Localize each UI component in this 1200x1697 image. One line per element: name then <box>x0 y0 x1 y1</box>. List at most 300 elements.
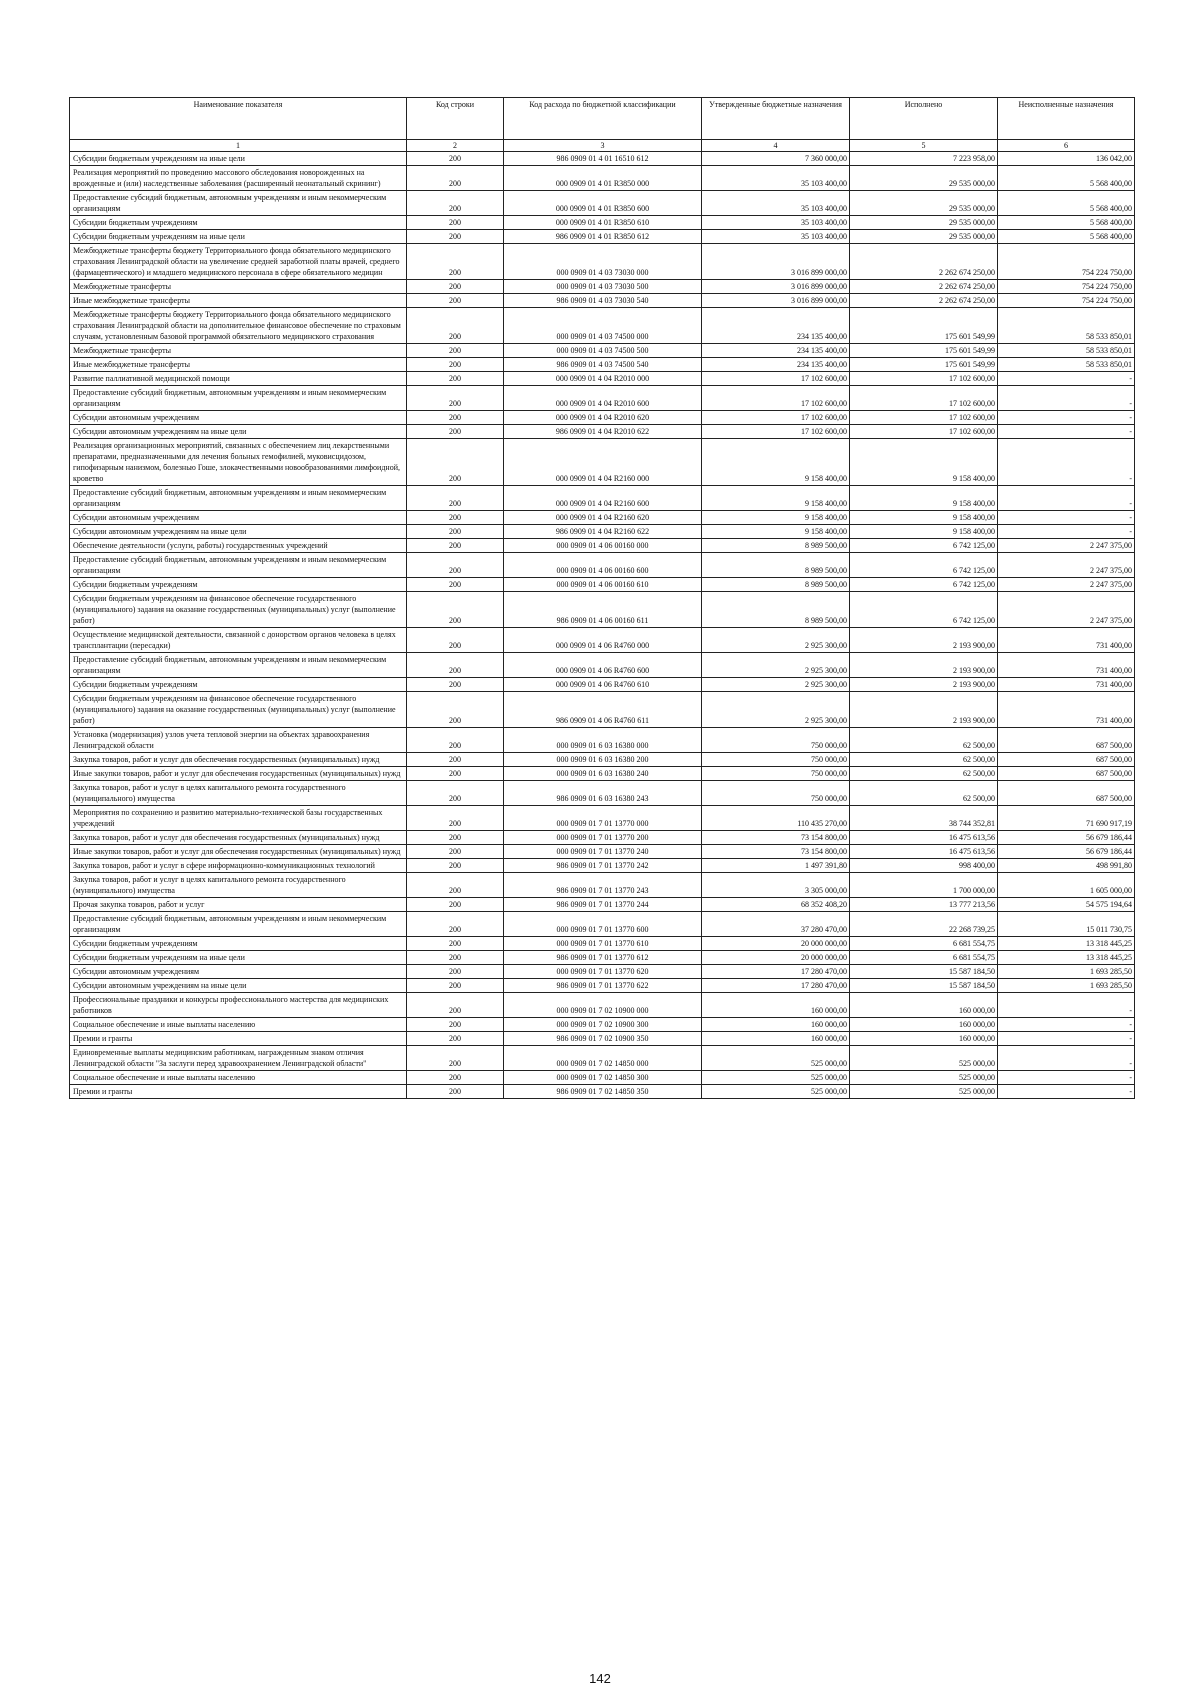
indicator-name-cell: Премии и гранты <box>70 1085 407 1099</box>
expense-code-cell: 000 0909 01 4 06 00160 000 <box>504 539 702 553</box>
approved-amount-cell: 160 000,00 <box>702 1018 850 1032</box>
unexecuted-amount-cell: - <box>998 1032 1135 1046</box>
table-row <box>70 578 1135 592</box>
line-code-cell: 200 <box>407 753 504 767</box>
approved-amount-cell: 525 000,00 <box>702 1071 850 1085</box>
table-body <box>70 152 1135 1099</box>
executed-amount-cell: 29 535 000,00 <box>850 230 998 244</box>
unexecuted-amount-cell: 54 575 194,64 <box>998 898 1135 912</box>
unexecuted-amount-cell: 731 400,00 <box>998 653 1135 678</box>
expense-code-cell: 000 0909 01 4 03 74500 000 <box>504 308 702 344</box>
line-code-cell: 200 <box>407 372 504 386</box>
page-number: 142 <box>589 1671 611 1686</box>
approved-amount-cell: 750 000,00 <box>702 767 850 781</box>
unexecuted-amount-cell: - <box>998 425 1135 439</box>
line-code-cell: 200 <box>407 244 504 280</box>
expense-code-cell: 986 0909 01 7 02 10900 350 <box>504 1032 702 1046</box>
line-code-cell: 200 <box>407 386 504 411</box>
header-executed: Исполнено <box>850 98 998 140</box>
approved-amount-cell: 750 000,00 <box>702 728 850 753</box>
line-code-cell: 200 <box>407 425 504 439</box>
table-row <box>70 806 1135 831</box>
unexecuted-amount-cell: - <box>998 439 1135 486</box>
table-row <box>70 1046 1135 1071</box>
unexecuted-amount-cell: 1 693 285,50 <box>998 979 1135 993</box>
line-code-cell: 200 <box>407 439 504 486</box>
table-row <box>70 898 1135 912</box>
column-number: 6 <box>998 140 1135 152</box>
approved-amount-cell: 2 925 300,00 <box>702 692 850 728</box>
unexecuted-amount-cell: - <box>998 511 1135 525</box>
approved-amount-cell: 750 000,00 <box>702 781 850 806</box>
executed-amount-cell: 9 158 400,00 <box>850 525 998 539</box>
approved-amount-cell: 17 280 470,00 <box>702 965 850 979</box>
indicator-name-cell: Предоставление субсидий бюджетным, автономным учреждениям и иным некоммерческим организациям <box>70 386 407 411</box>
table-row <box>70 979 1135 993</box>
line-code-cell: 200 <box>407 937 504 951</box>
table-row <box>70 244 1135 280</box>
line-code-cell: 200 <box>407 781 504 806</box>
executed-amount-cell: 1 700 000,00 <box>850 873 998 898</box>
approved-amount-cell: 8 989 500,00 <box>702 553 850 578</box>
indicator-name-cell: Предоставление субсидий бюджетным, автономным учреждениям и иным некоммерческим организациям <box>70 653 407 678</box>
column-number: 2 <box>407 140 504 152</box>
table-row <box>70 753 1135 767</box>
line-code-cell: 200 <box>407 979 504 993</box>
column-number: 5 <box>850 140 998 152</box>
unexecuted-amount-cell: 5 568 400,00 <box>998 230 1135 244</box>
expense-code-cell: 000 0909 01 7 02 14850 000 <box>504 1046 702 1071</box>
unexecuted-amount-cell: - <box>998 386 1135 411</box>
unexecuted-amount-cell: - <box>998 525 1135 539</box>
approved-amount-cell: 73 154 800,00 <box>702 845 850 859</box>
table-row <box>70 372 1135 386</box>
table-row <box>70 386 1135 411</box>
approved-amount-cell: 9 158 400,00 <box>702 525 850 539</box>
executed-amount-cell: 2 193 900,00 <box>850 653 998 678</box>
executed-amount-cell: 62 500,00 <box>850 767 998 781</box>
line-code-cell: 200 <box>407 592 504 628</box>
approved-amount-cell: 2 925 300,00 <box>702 628 850 653</box>
approved-amount-cell: 7 360 000,00 <box>702 152 850 166</box>
expense-code-cell: 986 0909 01 7 02 14850 350 <box>504 1085 702 1099</box>
line-code-cell: 200 <box>407 859 504 873</box>
line-code-cell: 200 <box>407 578 504 592</box>
line-code-cell: 200 <box>407 831 504 845</box>
expense-code-cell: 986 0909 01 4 04 R2010 622 <box>504 425 702 439</box>
unexecuted-amount-cell: 56 679 186,44 <box>998 845 1135 859</box>
executed-amount-cell: 17 102 600,00 <box>850 411 998 425</box>
indicator-name-cell: Мероприятия по сохранению и развитию материально-технической базы государственных учреждений <box>70 806 407 831</box>
expense-code-cell: 000 0909 01 4 06 R4760 000 <box>504 628 702 653</box>
line-code-cell: 200 <box>407 152 504 166</box>
expense-code-cell: 000 0909 01 4 04 R2160 620 <box>504 511 702 525</box>
table-row <box>70 912 1135 937</box>
expense-code-cell: 000 0909 01 7 01 13770 600 <box>504 912 702 937</box>
line-code-cell: 200 <box>407 1032 504 1046</box>
executed-amount-cell: 2 262 674 250,00 <box>850 244 998 280</box>
approved-amount-cell: 73 154 800,00 <box>702 831 850 845</box>
expense-code-cell: 000 0909 01 4 03 73030 500 <box>504 280 702 294</box>
indicator-name-cell: Иные межбюджетные трансферты <box>70 358 407 372</box>
table-row <box>70 230 1135 244</box>
expense-code-cell: 000 0909 01 4 03 74500 500 <box>504 344 702 358</box>
approved-amount-cell: 750 000,00 <box>702 753 850 767</box>
expense-code-cell: 986 0909 01 7 01 13770 242 <box>504 859 702 873</box>
column-number: 3 <box>504 140 702 152</box>
executed-amount-cell: 525 000,00 <box>850 1071 998 1085</box>
table-row <box>70 439 1135 486</box>
unexecuted-amount-cell: 13 318 445,25 <box>998 937 1135 951</box>
unexecuted-amount-cell: 5 568 400,00 <box>998 166 1135 191</box>
expense-code-cell: 000 0909 01 7 01 13770 000 <box>504 806 702 831</box>
unexecuted-amount-cell: 2 247 375,00 <box>998 539 1135 553</box>
expense-code-cell: 000 0909 01 7 01 13770 620 <box>504 965 702 979</box>
approved-amount-cell: 234 135 400,00 <box>702 308 850 344</box>
indicator-name-cell: Социальное обеспечение и иные выплаты населению <box>70 1071 407 1085</box>
expense-code-cell: 986 0909 01 6 03 16380 243 <box>504 781 702 806</box>
approved-amount-cell: 3 305 000,00 <box>702 873 850 898</box>
expense-code-cell: 000 0909 01 4 06 R4760 610 <box>504 678 702 692</box>
table-row <box>70 678 1135 692</box>
unexecuted-amount-cell: - <box>998 486 1135 511</box>
line-code-cell: 200 <box>407 280 504 294</box>
table-row <box>70 767 1135 781</box>
approved-amount-cell: 160 000,00 <box>702 993 850 1018</box>
approved-amount-cell: 2 925 300,00 <box>702 678 850 692</box>
unexecuted-amount-cell: 754 224 750,00 <box>998 244 1135 280</box>
indicator-name-cell: Субсидии бюджетным учреждениям <box>70 937 407 951</box>
expense-code-cell: 000 0909 01 6 03 16380 200 <box>504 753 702 767</box>
table-row <box>70 781 1135 806</box>
line-code-cell: 200 <box>407 1085 504 1099</box>
executed-amount-cell: 525 000,00 <box>850 1085 998 1099</box>
unexecuted-amount-cell: 1 693 285,50 <box>998 965 1135 979</box>
executed-amount-cell: 38 744 352,81 <box>850 806 998 831</box>
indicator-name-cell: Субсидии бюджетным учреждениям на иные цели <box>70 230 407 244</box>
line-code-cell: 200 <box>407 230 504 244</box>
indicator-name-cell: Предоставление субсидий бюджетным, автономным учреждениям и иным некоммерческим организациям <box>70 553 407 578</box>
line-code-cell: 200 <box>407 845 504 859</box>
indicator-name-cell: Субсидии бюджетным учреждениям <box>70 578 407 592</box>
table-row <box>70 937 1135 951</box>
expense-code-cell: 000 0909 01 7 02 10900 000 <box>504 993 702 1018</box>
unexecuted-amount-cell: 498 991,80 <box>998 859 1135 873</box>
table-row <box>70 845 1135 859</box>
table-row <box>70 344 1135 358</box>
line-code-cell: 200 <box>407 539 504 553</box>
line-code-cell: 200 <box>407 216 504 230</box>
expense-code-cell: 000 0909 01 4 01 R3850 610 <box>504 216 702 230</box>
indicator-name-cell: Субсидии бюджетным учреждениям на финансовое обеспечение государственного (муниципального) задания на оказание государственных (муниципальных) услуг (выполнение работ) <box>70 592 407 628</box>
executed-amount-cell: 9 158 400,00 <box>850 486 998 511</box>
approved-amount-cell: 35 103 400,00 <box>702 191 850 216</box>
indicator-name-cell: Премии и гранты <box>70 1032 407 1046</box>
expense-code-cell: 000 0909 01 7 01 13770 200 <box>504 831 702 845</box>
executed-amount-cell: 62 500,00 <box>850 781 998 806</box>
expense-code-cell: 000 0909 01 7 02 10900 300 <box>504 1018 702 1032</box>
line-code-cell: 200 <box>407 678 504 692</box>
table-row <box>70 965 1135 979</box>
executed-amount-cell: 17 102 600,00 <box>850 386 998 411</box>
indicator-name-cell: Установка (модернизация) узлов учета тепловой энергии на объектах здравоохранения Ленинградской области <box>70 728 407 753</box>
unexecuted-amount-cell: - <box>998 411 1135 425</box>
unexecuted-amount-cell: 731 400,00 <box>998 678 1135 692</box>
approved-amount-cell: 8 989 500,00 <box>702 578 850 592</box>
line-code-cell: 200 <box>407 486 504 511</box>
executed-amount-cell: 160 000,00 <box>850 1032 998 1046</box>
indicator-name-cell: Межбюджетные трансферты <box>70 280 407 294</box>
approved-amount-cell: 35 103 400,00 <box>702 216 850 230</box>
expense-code-cell: 000 0909 01 7 01 13770 240 <box>504 845 702 859</box>
table-row <box>70 873 1135 898</box>
unexecuted-amount-cell: 136 042,00 <box>998 152 1135 166</box>
indicator-name-cell: Субсидии автономным учреждениям <box>70 511 407 525</box>
approved-amount-cell: 35 103 400,00 <box>702 230 850 244</box>
indicator-name-cell: Субсидии автономным учреждениям на иные цели <box>70 425 407 439</box>
table-row <box>70 216 1135 230</box>
indicator-name-cell: Закупка товаров, работ и услуг для обеспечения государственных (муниципальных) нужд <box>70 753 407 767</box>
executed-amount-cell: 13 777 213,56 <box>850 898 998 912</box>
table-row <box>70 951 1135 965</box>
unexecuted-amount-cell: 687 500,00 <box>998 781 1135 806</box>
unexecuted-amount-cell: 5 568 400,00 <box>998 216 1135 230</box>
executed-amount-cell: 998 400,00 <box>850 859 998 873</box>
header-row <box>70 98 1135 140</box>
expense-code-cell: 000 0909 01 4 01 R3850 000 <box>504 166 702 191</box>
executed-amount-cell: 6 681 554,75 <box>850 937 998 951</box>
line-code-cell: 200 <box>407 767 504 781</box>
table-row <box>70 993 1135 1018</box>
approved-amount-cell: 17 102 600,00 <box>702 411 850 425</box>
expense-code-cell: 000 0909 01 7 02 14850 300 <box>504 1071 702 1085</box>
indicator-name-cell: Единовременные выплаты медицинским работникам, награжденным знаком отличия Ленинградской области "За заслуги перед здравоохранением Ленинградской области" <box>70 1046 407 1071</box>
indicator-name-cell: Профессиональные праздники и конкурсы профессионального мастерства для медицинских работников <box>70 993 407 1018</box>
indicator-name-cell: Субсидии бюджетным учреждениям <box>70 678 407 692</box>
indicator-name-cell: Прочая закупка товаров, работ и услуг <box>70 898 407 912</box>
executed-amount-cell: 17 102 600,00 <box>850 372 998 386</box>
table-row <box>70 628 1135 653</box>
indicator-name-cell: Закупка товаров, работ и услуг для обеспечения государственных (муниципальных) нужд <box>70 831 407 845</box>
unexecuted-amount-cell: 58 533 850,01 <box>998 308 1135 344</box>
executed-amount-cell: 2 193 900,00 <box>850 692 998 728</box>
approved-amount-cell: 8 989 500,00 <box>702 592 850 628</box>
executed-amount-cell: 29 535 000,00 <box>850 216 998 230</box>
indicator-name-cell: Субсидии бюджетным учреждениям <box>70 216 407 230</box>
unexecuted-amount-cell: 687 500,00 <box>998 767 1135 781</box>
unexecuted-amount-cell: - <box>998 372 1135 386</box>
column-number: 1 <box>70 140 407 152</box>
approved-amount-cell: 3 016 899 000,00 <box>702 294 850 308</box>
table-row <box>70 280 1135 294</box>
table-row <box>70 592 1135 628</box>
expense-code-cell: 000 0909 01 6 03 16380 000 <box>504 728 702 753</box>
unexecuted-amount-cell: 58 533 850,01 <box>998 344 1135 358</box>
indicator-name-cell: Субсидии бюджетным учреждениям на финансовое обеспечение государственного (муниципального) задания на оказание государственных (муниципальных) услуг (выполнение работ) <box>70 692 407 728</box>
indicator-name-cell: Субсидии автономным учреждениям <box>70 411 407 425</box>
table-row <box>70 539 1135 553</box>
expense-code-cell: 000 0909 01 4 04 R2160 000 <box>504 439 702 486</box>
unexecuted-amount-cell: 71 690 917,19 <box>998 806 1135 831</box>
expense-code-cell: 000 0909 01 4 03 73030 000 <box>504 244 702 280</box>
unexecuted-amount-cell: 1 605 000,00 <box>998 873 1135 898</box>
table-row <box>70 525 1135 539</box>
unexecuted-amount-cell: 15 011 730,75 <box>998 912 1135 937</box>
approved-amount-cell: 37 280 470,00 <box>702 912 850 937</box>
approved-amount-cell: 525 000,00 <box>702 1085 850 1099</box>
table-row <box>70 486 1135 511</box>
expense-code-cell: 986 0909 01 7 01 13770 622 <box>504 979 702 993</box>
approved-amount-cell: 9 158 400,00 <box>702 439 850 486</box>
header-indicator-name: Наименование показателя <box>70 98 407 140</box>
expense-code-cell: 000 0909 01 4 06 00160 600 <box>504 553 702 578</box>
unexecuted-amount-cell: 687 500,00 <box>998 728 1135 753</box>
expense-code-cell: 986 0909 01 7 01 13770 243 <box>504 873 702 898</box>
approved-amount-cell: 8 989 500,00 <box>702 539 850 553</box>
indicator-name-cell: Иные межбюджетные трансферты <box>70 294 407 308</box>
expense-code-cell: 986 0909 01 4 06 R4760 611 <box>504 692 702 728</box>
executed-amount-cell: 62 500,00 <box>850 753 998 767</box>
indicator-name-cell: Субсидии автономным учреждениям на иные цели <box>70 525 407 539</box>
unexecuted-amount-cell: 687 500,00 <box>998 753 1135 767</box>
unexecuted-amount-cell: 731 400,00 <box>998 692 1135 728</box>
approved-amount-cell: 20 000 000,00 <box>702 937 850 951</box>
unexecuted-amount-cell: 2 247 375,00 <box>998 553 1135 578</box>
unexecuted-amount-cell: - <box>998 1018 1135 1032</box>
line-code-cell: 200 <box>407 344 504 358</box>
line-code-cell: 200 <box>407 191 504 216</box>
unexecuted-amount-cell: 5 568 400,00 <box>998 191 1135 216</box>
unexecuted-amount-cell: 13 318 445,25 <box>998 951 1135 965</box>
executed-amount-cell: 160 000,00 <box>850 993 998 1018</box>
approved-amount-cell: 1 497 391,80 <box>702 859 850 873</box>
expense-code-cell: 986 0909 01 4 06 00160 611 <box>504 592 702 628</box>
unexecuted-amount-cell: - <box>998 1085 1135 1099</box>
expense-code-cell: 986 0909 01 7 01 13770 244 <box>504 898 702 912</box>
approved-amount-cell: 20 000 000,00 <box>702 951 850 965</box>
line-code-cell: 200 <box>407 965 504 979</box>
header-approved: Утвержденные бюджетные назначения <box>702 98 850 140</box>
line-code-cell: 200 <box>407 166 504 191</box>
table-row <box>70 653 1135 678</box>
indicator-name-cell: Субсидии бюджетным учреждениям на иные цели <box>70 951 407 965</box>
executed-amount-cell: 6 742 125,00 <box>850 539 998 553</box>
approved-amount-cell: 9 158 400,00 <box>702 486 850 511</box>
approved-amount-cell: 68 352 408,20 <box>702 898 850 912</box>
indicator-name-cell: Предоставление субсидий бюджетным, автономным учреждениям и иным некоммерческим организациям <box>70 912 407 937</box>
approved-amount-cell: 35 103 400,00 <box>702 166 850 191</box>
unexecuted-amount-cell: 754 224 750,00 <box>998 280 1135 294</box>
table-row <box>70 308 1135 344</box>
indicator-name-cell: Межбюджетные трансферты бюджету Территориального фонда обязательного медицинского страхования Ленинградской области на увеличение средней заработной платы врачей, среднего (фармацевтического) и младшего медицинского персонала в сфере обязательного медицин <box>70 244 407 280</box>
executed-amount-cell: 2 193 900,00 <box>850 678 998 692</box>
header-unexecuted: Неисполненные назначения <box>998 98 1135 140</box>
executed-amount-cell: 175 601 549,99 <box>850 358 998 372</box>
line-code-cell: 200 <box>407 511 504 525</box>
indicator-name-cell: Субсидии автономным учреждениям <box>70 965 407 979</box>
table-row <box>70 1032 1135 1046</box>
executed-amount-cell: 16 475 613,56 <box>850 845 998 859</box>
indicator-name-cell: Субсидии автономным учреждениям на иные цели <box>70 979 407 993</box>
executed-amount-cell: 62 500,00 <box>850 728 998 753</box>
table-row <box>70 358 1135 372</box>
executed-amount-cell: 22 268 739,25 <box>850 912 998 937</box>
approved-amount-cell: 17 102 600,00 <box>702 372 850 386</box>
table-row <box>70 294 1135 308</box>
executed-amount-cell: 525 000,00 <box>850 1046 998 1071</box>
table-row <box>70 728 1135 753</box>
header-line-code: Код строки <box>407 98 504 140</box>
executed-amount-cell: 29 535 000,00 <box>850 166 998 191</box>
executed-amount-cell: 17 102 600,00 <box>850 425 998 439</box>
approved-amount-cell: 234 135 400,00 <box>702 344 850 358</box>
approved-amount-cell: 160 000,00 <box>702 1032 850 1046</box>
approved-amount-cell: 234 135 400,00 <box>702 358 850 372</box>
approved-amount-cell: 17 102 600,00 <box>702 425 850 439</box>
indicator-name-cell: Закупка товаров, работ и услуг в сфере информационно-коммуникационных технологий <box>70 859 407 873</box>
table-row <box>70 859 1135 873</box>
indicator-name-cell: Предоставление субсидий бюджетным, автономным учреждениям и иным некоммерческим организациям <box>70 191 407 216</box>
unexecuted-amount-cell: - <box>998 993 1135 1018</box>
line-code-cell: 200 <box>407 692 504 728</box>
indicator-name-cell: Иные закупки товаров, работ и услуг для обеспечения государственных (муниципальных) нужд <box>70 845 407 859</box>
executed-amount-cell: 6 742 125,00 <box>850 553 998 578</box>
approved-amount-cell: 17 102 600,00 <box>702 386 850 411</box>
line-code-cell: 200 <box>407 653 504 678</box>
executed-amount-cell: 15 587 184,50 <box>850 979 998 993</box>
indicator-name-cell: Социальное обеспечение и иные выплаты населению <box>70 1018 407 1032</box>
line-code-cell: 200 <box>407 1046 504 1071</box>
table-row <box>70 166 1135 191</box>
expense-code-cell: 000 0909 01 4 04 R2010 600 <box>504 386 702 411</box>
executed-amount-cell: 6 742 125,00 <box>850 578 998 592</box>
executed-amount-cell: 6 681 554,75 <box>850 951 998 965</box>
line-code-cell: 200 <box>407 898 504 912</box>
indicator-name-cell: Реализация мероприятий по проведению массового обследования новорожденных на врожденные и (или) наследственные заболевания (расширенный неонатальный скрининг) <box>70 166 407 191</box>
expense-code-cell: 986 0909 01 7 01 13770 612 <box>504 951 702 965</box>
unexecuted-amount-cell: 2 247 375,00 <box>998 578 1135 592</box>
approved-amount-cell: 110 435 270,00 <box>702 806 850 831</box>
unexecuted-amount-cell: - <box>998 1046 1135 1071</box>
table-row <box>70 553 1135 578</box>
line-code-cell: 200 <box>407 873 504 898</box>
executed-amount-cell: 9 158 400,00 <box>850 511 998 525</box>
line-code-cell: 200 <box>407 628 504 653</box>
indicator-name-cell: Межбюджетные трансферты <box>70 344 407 358</box>
table-row <box>70 692 1135 728</box>
table-row <box>70 191 1135 216</box>
expense-code-cell: 000 0909 01 4 06 00160 610 <box>504 578 702 592</box>
table-row <box>70 1071 1135 1085</box>
budget-execution-table <box>69 97 1135 1099</box>
line-code-cell: 200 <box>407 951 504 965</box>
executed-amount-cell: 175 601 549,99 <box>850 344 998 358</box>
table-row <box>70 1018 1135 1032</box>
table-header <box>70 98 1135 152</box>
executed-amount-cell: 160 000,00 <box>850 1018 998 1032</box>
expense-code-cell: 000 0909 01 4 04 R2160 600 <box>504 486 702 511</box>
executed-amount-cell: 2 262 674 250,00 <box>850 294 998 308</box>
expense-code-cell: 986 0909 01 4 01 16510 612 <box>504 152 702 166</box>
indicator-name-cell: Иные закупки товаров, работ и услуг для обеспечения государственных (муниципальных) нужд <box>70 767 407 781</box>
indicator-name-cell: Субсидии бюджетным учреждениям на иные цели <box>70 152 407 166</box>
line-code-cell: 200 <box>407 294 504 308</box>
expense-code-cell: 000 0909 01 4 06 R4760 600 <box>504 653 702 678</box>
header-expense-code: Код расхода по бюджетной классификации <box>504 98 702 140</box>
line-code-cell: 200 <box>407 1018 504 1032</box>
column-number: 4 <box>702 140 850 152</box>
unexecuted-amount-cell: 754 224 750,00 <box>998 294 1135 308</box>
